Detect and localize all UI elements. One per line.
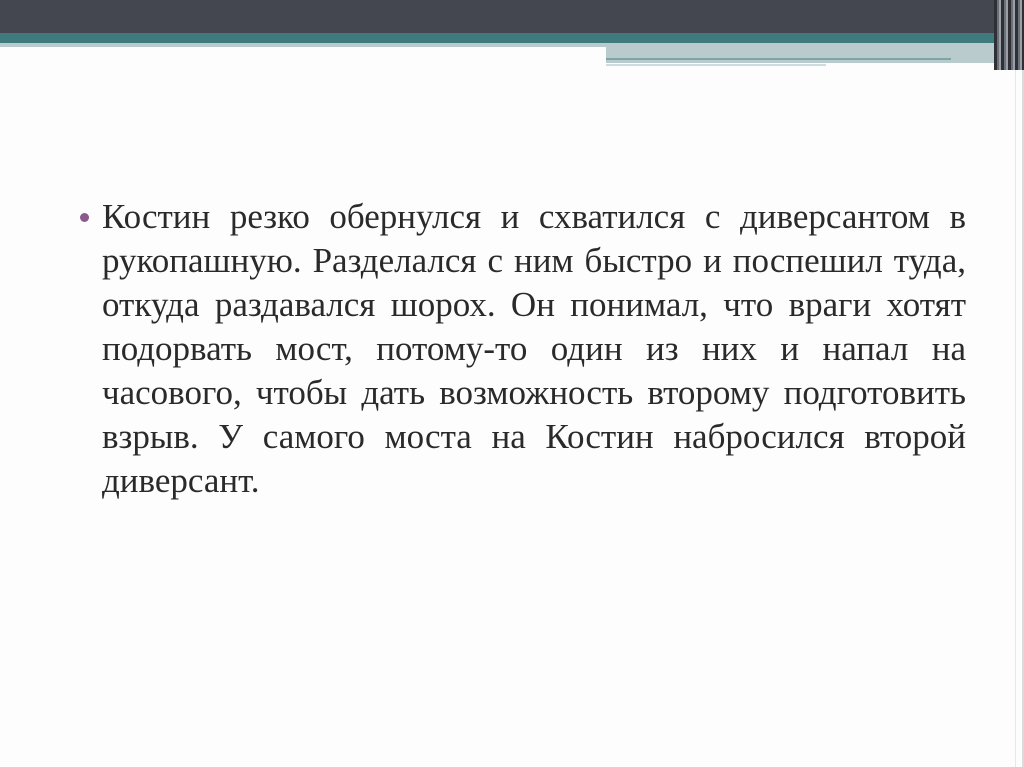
header-band-right-thin bbox=[606, 64, 826, 66]
header-band-teal bbox=[0, 33, 1024, 43]
bullet-dot-icon bbox=[80, 213, 89, 222]
bullet-text: Костин резко обернулся и схватился с диверсантом в рукопашную. Разделался с ним быстро и поспешил туда, откуда раздавался шорох. Он понимал, что враги хотят подорвать мост, потому-то один из них и напал на часового, чтобы дать возможность второму подготовить взрыв. У самого моста на Костин набросился второй диверсант. bbox=[102, 197, 966, 500]
edge-stripes-decoration bbox=[994, 0, 1024, 70]
edge-line-decoration-inner bbox=[1015, 70, 1016, 767]
bullet-item bbox=[80, 195, 966, 503]
header-band-dark bbox=[0, 0, 1024, 33]
header-band-right-block bbox=[606, 43, 1024, 63]
header-band-right-line bbox=[606, 58, 951, 60]
slide-content bbox=[80, 195, 966, 503]
